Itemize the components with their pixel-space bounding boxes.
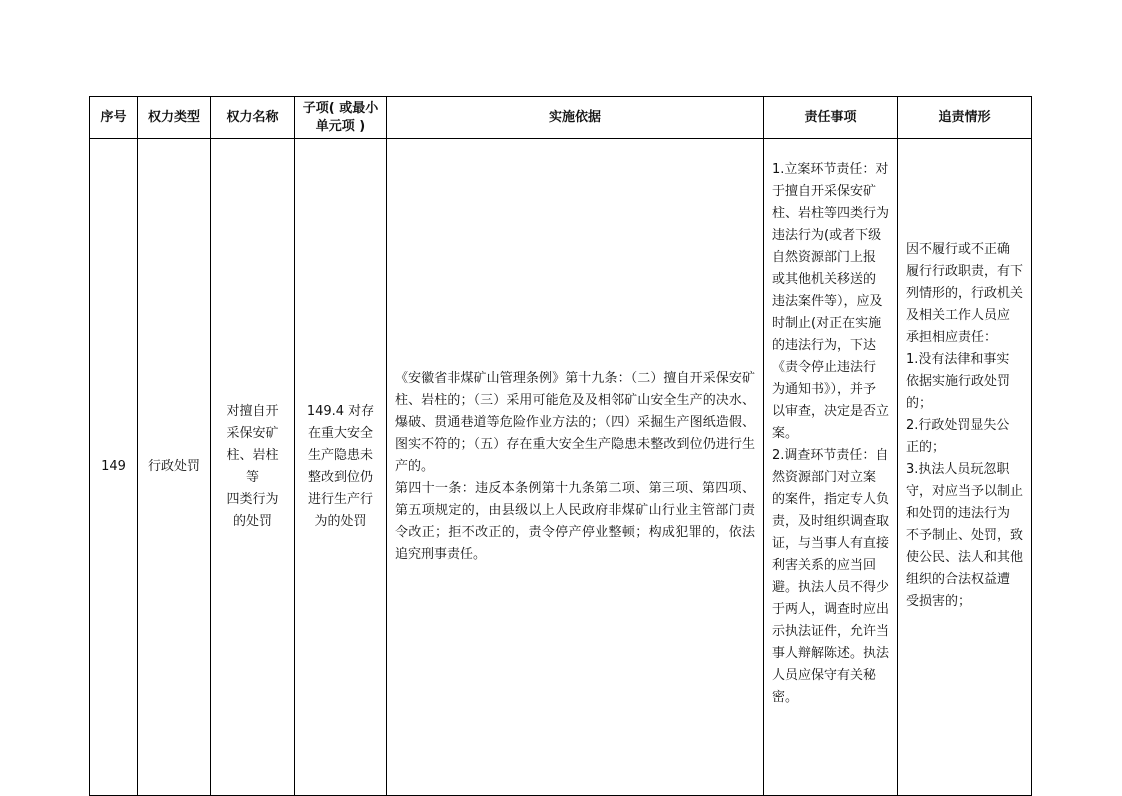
power-responsibility-table — [89, 96, 1032, 796]
header-sub-item — [295, 97, 387, 139]
cell-sub-item: 149.4 对存 在重大安全 生产隐患未 整改到位仍 进行生产行 为的处罚 — [295, 139, 387, 796]
cell-basis: 《安徽省非煤矿山管理条例》第十九条：（二）擅自开采保安矿柱、岩柱的；（三）采用可能危及及相邻矿山安全生产的决水、爆破、贯通巷道等危险作业方法的；（四）采掘生产图纸造假、图实不符的；（五）存在重大安全生产隐患未整改到位仍进行生产的。 第四十一条：违反本条例第十九条第二项、第三项、第四项、第五项规定的，由县级以上人民政府非煤矿山行业主管部门责令改正；拒不改正的，责令停产停业整顿；构成犯罪的，依法追究刑事责任。 — [387, 139, 764, 796]
cell-power-name: 对擅自开 采保安矿 柱、岩柱等 四类行为 的处罚 — [211, 139, 295, 796]
header-basis: 实施依据 — [387, 97, 764, 139]
header-sub-item-line2: 单元项 ) — [315, 118, 366, 134]
header-power-name: 权力名称 — [211, 97, 295, 139]
header-sub-item-line1: 子项( 或最小 — [302, 100, 379, 116]
cell-seq: 149 — [90, 139, 138, 796]
header-seq: 序号 — [90, 97, 138, 139]
header-power-type: 权力类型 — [138, 97, 211, 139]
cell-responsibility: 1.立案环节责任：对 于擅自开采保安矿 柱、岩柱等四类行为 违法行为(或者下级 自然资源部门上报 或其他机关移送的 违法案件等），应及 时制止(对正在实施 的违法行为，下达 《责令停止违法行 为通知书》），并予 以审查，决定是否立 案。 2.调查环节责任：自 然资源部门对立案 的案件，指定专人负 责，及时组织调查取 证，与当事人有直接 利害关系的应当回 避。执法人员不得少 于两人，调查时应出 示执法证件，允许当 事人辩解陈述。执法 人员应保守有关秘 密。 — [764, 139, 898, 796]
cell-power-type: 行政处罚 — [138, 139, 211, 796]
cell-accountability: 因不履行或不正确 履行行政职责，有下 列情形的，行政机关 及相关工作人员应 承担相应责任： 1.没有法律和事实 依据实施行政处罚 的； 2.行政处罚显失公 正的； 3.执法人员玩忽职 守，对应当予以制止 和处罚的违法行为 不予制止、处罚，致 使公民、法人和其他 组织的合法权益遭 受损害的； — [898, 139, 1032, 796]
header-responsibility: 责任事项 — [764, 97, 898, 139]
table-row — [90, 139, 1032, 796]
header-row — [90, 97, 1032, 139]
header-accountability: 追责情形 — [898, 97, 1032, 139]
